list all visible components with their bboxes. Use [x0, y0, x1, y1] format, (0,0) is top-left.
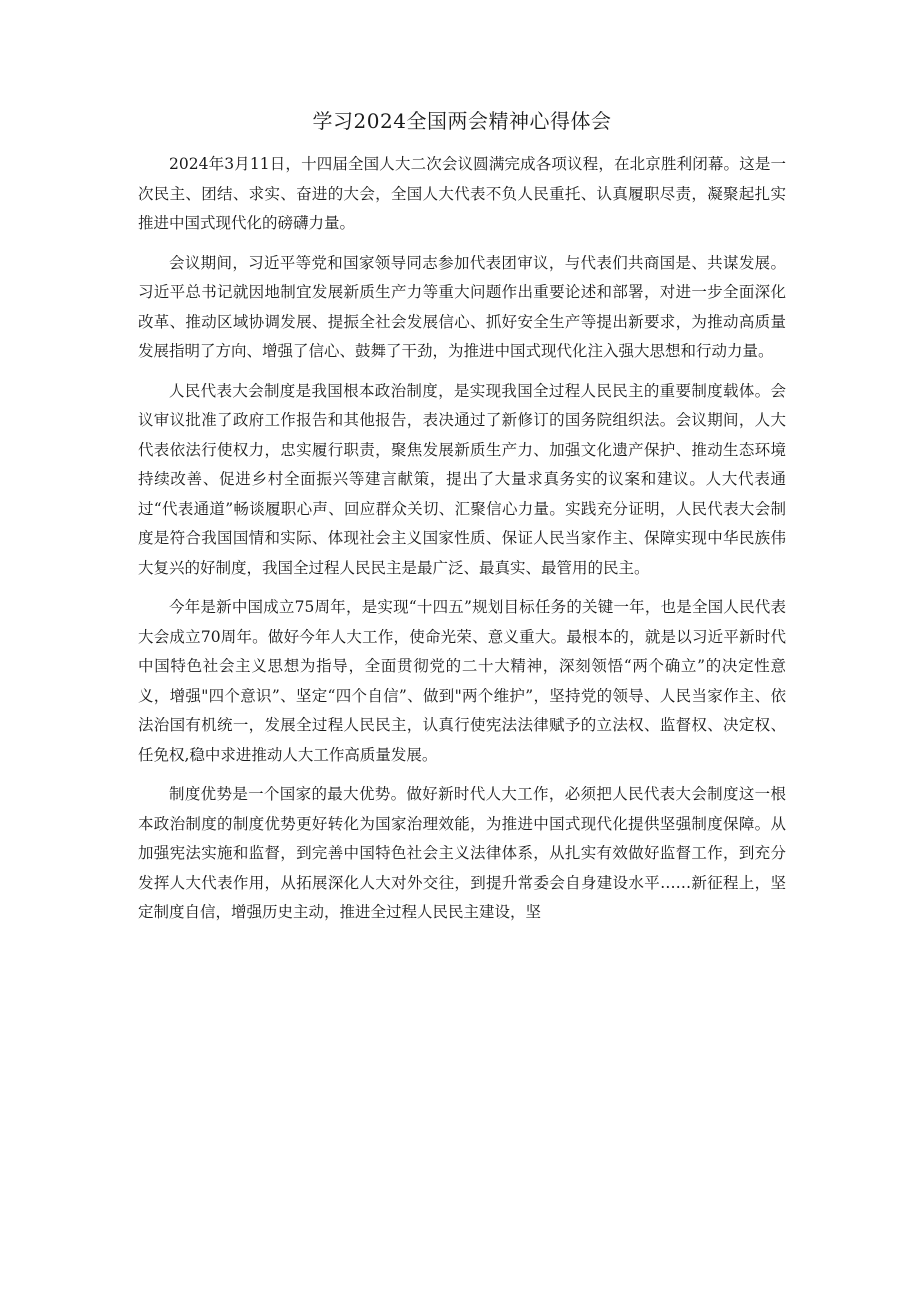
- paragraph-5: 制度优势是一个国家的最大优势。做好新时代人大工作，必须把人民代表大会制度这一根本政治制度的制度优势更好转化为国家治理效能，为推进中国式现代化提供坚强制度保障。从加强宪法实施和监督，到完善中国特色社会主义法律体系，从扎实有效做好监督工作，到充分发挥人大代表作用，从拓展深化人大对外交往，到提升常委会自身建设水平……新征程上，坚定制度自信，增强历史主动，推进全过程人民民主建设，坚: [138, 785, 786, 921]
- paragraph-4: 今年是新中国成立75周年，是实现“十四五”规划目标任务的关键一年，也是全国人民代表大会成立70周年。做好今年人大工作，使命光荣、意义重大。最根本的，就是以习近平新时代中国特色社会主义思想为指导，全面贯彻党的二十大精神，深刻领悟“两个确立”的决定性意义，增强"四个意识”、坚定“四个自信”、做到"两个维护”，坚持党的领导、人民当家作主、依法治国有机统一，发展全过程人民民主，认真行使宪法法律赋予的立法权、监督权、决定权、任免权,稳中求进推动人大工作高质量发展。: [138, 598, 786, 764]
- paragraph-1: 2024年3月11日，十四届全国人大二次会议圆满完成各项议程，在北京胜利闭幕。这是一次民主、团结、求实、奋进的大会，全国人大代表不负人民重托、认真履职尽责，凝聚起扎实推进中国式现代化的磅礴力量。: [138, 155, 786, 232]
- document-title: 学习2024全国两会精神心得体会: [312, 109, 612, 133]
- paragraph-2: 会议期间，习近平等党和国家领导同志参加代表团审议，与代表们共商国是、共谋发展。习近平总书记就因地制宜发展新质生产力等重大问题作出重要论述和部署，对进一步全面深化改革、推动区域协调发展、提振全社会发展信心、抓好安全生产等提出新要求，为推动高质量发展指明了方向、增强了信心、鼓舞了干劲，为推进中国式现代化注入强大思想和行动力量。: [138, 253, 786, 360]
- document-page: [138, 104, 786, 938]
- paragraph-3: 人民代表大会制度是我国根本政治制度，是实现我国全过程人民民主的重要制度载体。会议审议批准了政府工作报告和其他报告，表决通过了新修订的国务院组织法。会议期间，人大代表依法行使权力，忠实履行职责，聚焦发展新质生产力、加强文化遗产保护、推动生态环境持续改善、促进乡村全面振兴等建言献策，提出了大量求真务实的议案和建议。人大代表通过“代表通道”畅谈履职心声、回应群众关切、汇聚信心力量。实践充分证明，人民代表大会制度是符合我国国情和实际、体现社会主义国家性质、保证人民当家作主、保障实现中华民族伟大复兴的好制度，我国全过程人民民主是最广泛、最真实、最管用的民主。: [138, 381, 786, 577]
